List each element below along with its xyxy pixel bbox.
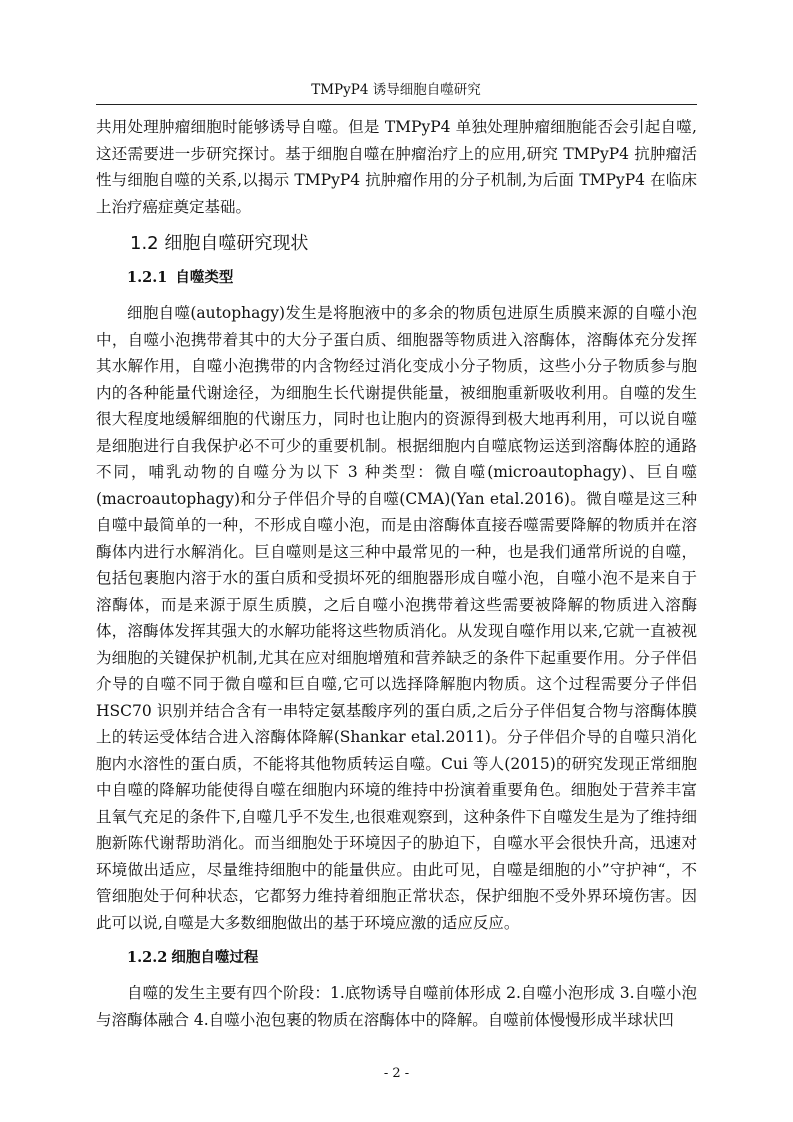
- subsection-heading-1-2-2: [127, 946, 697, 970]
- subsection-number: 1.2.2: [127, 949, 168, 966]
- section-heading-1-2: 1.2 细胞自噬研究现状: [130, 233, 309, 254]
- page-body: [96, 114, 697, 1033]
- page-number: - 2 -: [383, 1066, 410, 1081]
- subsection-title: 细胞自噬过程: [171, 949, 259, 966]
- subsection-title: 自噬类型: [175, 269, 234, 286]
- paragraph-intro-continued: 共用处理肿瘤细胞时能够诱导自噬。但是 TMPyP4 单独处理肿瘤细胞能否会引起自噬,这还需要进一步研究探讨。基于细胞自噬在肿瘤治疗上的应用,研究 TMPyP4 抗肿瘤活性与细胞自噬的关系,以揭示 TMPyP4 抗肿瘤作用的分子机制,为后面 TMPyP4 在临床上治疗癌症奠定基础。: [96, 118, 697, 216]
- subsection-heading-1-2-1: [127, 266, 697, 290]
- running-header: TMPyP4 诱导细胞自噬研究: [311, 82, 481, 98]
- paragraph-autophagy-process: 自噬的发生主要有四个阶段：1.底物诱导自噬前体形成 2.自噬小泡形成 3.自噬小泡与溶酶体融合 4.自噬小泡包裹的物质在溶酶体中的降解。自噬前体慢慢形成半球状凹: [96, 984, 697, 1029]
- header-rule: [96, 104, 697, 105]
- subsection-number: 1.2.1: [127, 269, 168, 286]
- paragraph-autophagy-types: 细胞自噬(autophagy)发生是将胞液中的多余的物质包进原生质膜来源的自噬小泡中，自噬小泡携带着其中的大分子蛋白质、细胞器等物质进入溶酶体，溶酶体充分发挥其水解作用，自噬小泡携带的内含物经过消化变成小分子物质，这些小分子物质参与胞内的各种能量代谢途径，为细胞生长代谢提供能量，被细胞重新吸收利用。自噬的发生很大程度地缓解细胞的代谢压力，同时也让胞内的资源得到极大地再利用，可以说自噬是细胞进行自我保护必不可少的重要机制。根据细胞内自噬底物运送到溶酶体腔的通路不同，哺乳动物的自噬分为以下 3 种类型：微自噬(microautophagy)、巨自噬(macroautophagy)和分子伴侣介导的自噬(CMA)(Yan etal.2016)。微自噬是这三种自噬中最简单的一种，不形成自噬小泡，而是由溶酶体直接吞噬需要降解的物质并在溶酶体内进行水解消化。巨自噬则是这三种中最常见的一种，也是我们通常所说的自噬，包括包裹胞内溶于水的蛋白质和受损坏死的细胞器形成自噬小泡，自噬小泡不是来自于溶酶体，而是来源于原生质膜，之后自噬小泡携带着这些需要被降解的物质进入溶酶体，溶酶体发挥其强大的水解功能将这些物质消化。从发现自噬作用以来,它就一直被视为细胞的关键保护机制,尤其在应对细胞增殖和营养缺乏的条件下起重要作用。分子伴侣介导的自噬不同于微自噬和巨自噬,它可以选择降解胞内物质。这个过程需要分子伴侣 HSC70 识别并结合含有一串特定氨基酸序列的蛋白质,之后分子伴侣复合物与溶酶体膜上的转运受体结合进入溶酶体降解(Shankar etal.2011)。分子伴侣介导的自噬只消化胞内水溶性的蛋白质，不能将其他物质转运自噬。Cui 等人(2015)的研究发现正常细胞中自噬的降解功能使得自噬在细胞内环境的维持中扮演着重要角色。细胞处于营养丰富且氧气充足的条件下,自噬几乎不发生,也很难观察到，这种条件下自噬发生是为了维持细胞新陈代谢帮助消化。而当细胞处于环境因子的胁迫下，自噬水平会很快升高，迅速对环境做出适应，尽量维持细胞中的能量供应。由此可见，自噬是细胞的小”守护神“，不管细胞处于何种状态，它都努力维持着细胞正常状态，保护细胞不受外界环境伤害。因此可以说,自噬是大多数细胞做出的基于环境应激的适应反应。: [96, 304, 697, 932]
